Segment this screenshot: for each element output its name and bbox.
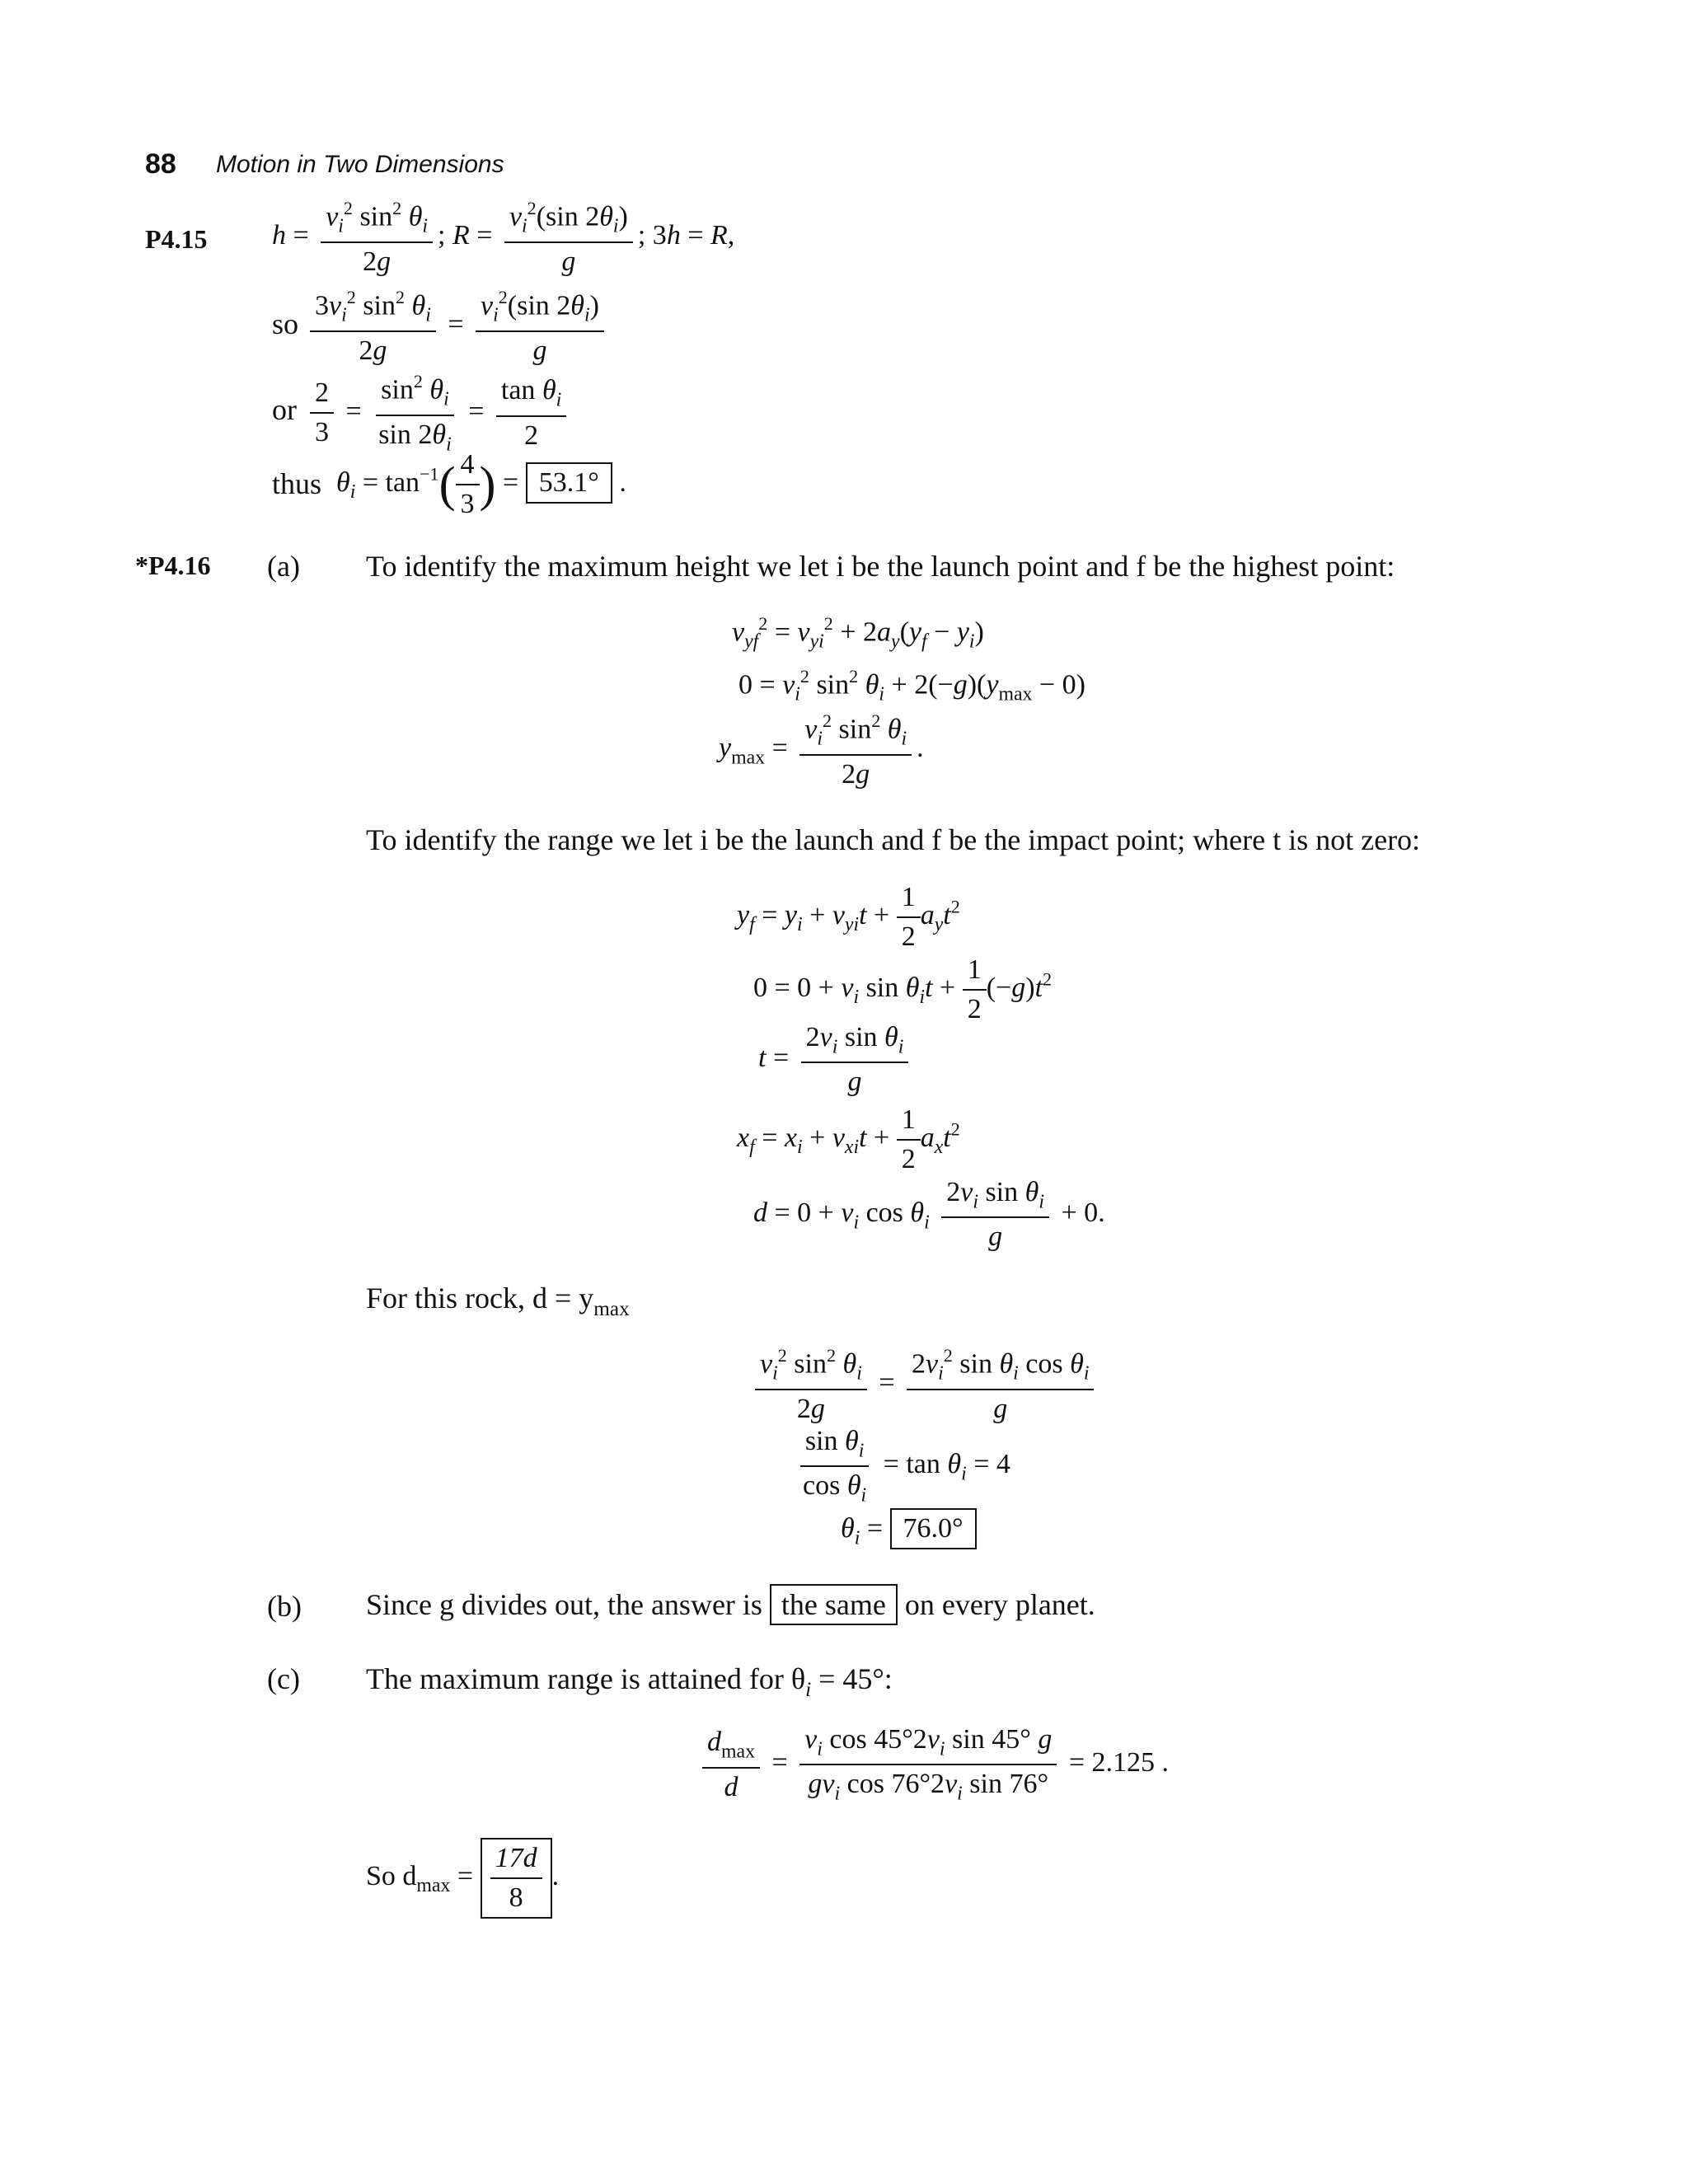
page-number: 88 xyxy=(145,148,176,180)
kinematic-vy-equation: $v_{yf}^2 = v_{yi}^2 + 2a_y(y_f - y_i)$ xyxy=(732,613,984,653)
equation-so: $\frac{3v_i^2 \sin^2 \theta_i}{2g}$ = $\frac{v_i^2(\sin 2\theta_i)}{g}$ xyxy=(305,287,609,367)
range-d-equation: $d = 0 + v_i$ $\cos \theta_i$ $\frac{2v_i \sin \theta_i}{g}$ + 0. xyxy=(753,1177,1105,1253)
equation-or: $\frac{2}{3}$ = $\frac{\sin^2 \theta_i}{\sin 2\theta_i}$ = $\frac{\tan \theta_i}{2}$ xyxy=(305,371,571,456)
position-y-equation: $y_f = y_i + v_{yi}t$ + $\frac{1}{2}$ $a_yt^2$ xyxy=(737,882,960,952)
answer-box-the-same: the same xyxy=(770,1584,898,1625)
part-a-label: (a) xyxy=(267,550,300,583)
part-b-sentence: Since g divides out, the answer is the same on every planet. xyxy=(366,1584,1095,1625)
height-equals-range-equation: $\frac{v_i^2 \sin^2 \theta_i}{2g}$ = $\frac{2v_i^2 \sin \theta_i \cos \theta_i}{g}$ xyxy=(750,1345,1099,1425)
word-so: so xyxy=(272,307,299,340)
part-c-label: (c) xyxy=(267,1662,300,1695)
position-y-substituted: $0 = 0 + v_i$ $\sin \theta_it$ + $\frac{1}{2}$ $(-g)t^2$ xyxy=(753,954,1053,1024)
kinematic-substituted-equation: $0 = v_i^2$ $\sin^2 \theta_i + 2(-g)(y_{max} - 0)$ xyxy=(738,666,1085,705)
ratio-result: = 2.125 . xyxy=(1068,1747,1169,1779)
chapter-title: Motion in Two Dimensions xyxy=(216,151,504,178)
word-thus: thus xyxy=(272,467,322,500)
answer-box-17d-8: $\frac{17d}{8}$ xyxy=(481,1838,552,1919)
theta-answer-equation: $\theta_i = 76.0^\circ$ xyxy=(841,1508,977,1549)
equation-thus: $\theta_i = \tan^{-1}$( $\frac{4}{3}$ ) = 53.1° . xyxy=(336,449,626,519)
position-x-equation: $x_f = x_i + v_{xi}t$ + $\frac{1}{2}$ $a_xt^2$ xyxy=(737,1104,960,1174)
answer-box-53-1: 53.1° xyxy=(526,462,612,504)
equation-h-range: h = $\frac{v_i^2 \sin^2 \theta_i}{2g}$ ; R = $\frac{v_i^2(\sin 2\theta_i)}{g}$ ; 3h = R, xyxy=(272,198,735,277)
max-range-ratio-equation: $\frac{d_{max}}{d}$ = $\frac{v_i \cos 45^\circ 2v_i \sin 45^\circ g}{gv_i \cos 76^\circ 2v_i \sin 76^\circ}$ = 2.125 . xyxy=(697,1724,1169,1806)
problem-label-p4-15: P4.15 xyxy=(145,224,208,254)
ymax-equation: $y_{max}$ = $\frac{v_i^2 \sin^2 \theta_i}{2g}$ . xyxy=(719,710,924,790)
intro-max-height: To identify the maximum height we let i be the launch point and f be the highest point: xyxy=(366,550,1395,583)
rock-text: For this rock, $d = y_{max}$ xyxy=(366,1282,630,1320)
problem-label-p4-16: *P4.16 xyxy=(135,551,211,580)
final-answer-equation: So $d_{max}$ = $\frac{17d}{8}$ . xyxy=(366,1838,559,1919)
time-of-flight-equation: t = $\frac{2v_i \sin \theta_i}{g}$ xyxy=(758,1022,913,1098)
tan-theta-equation: $\frac{\sin \theta_i}{\cos \theta_i}$ = $\tan \theta_i = 4$ xyxy=(793,1426,1010,1507)
part-c-text: The maximum range is attained for $\theta_i = 45^\circ$: xyxy=(366,1662,893,1701)
intro-range: To identify the range we let i be the launch and f be the impact point; where t is not zero: xyxy=(366,823,1421,856)
part-b-label: (b) xyxy=(267,1590,302,1623)
answer-box-76: 76.0° xyxy=(890,1508,977,1549)
word-or: or xyxy=(272,393,297,426)
